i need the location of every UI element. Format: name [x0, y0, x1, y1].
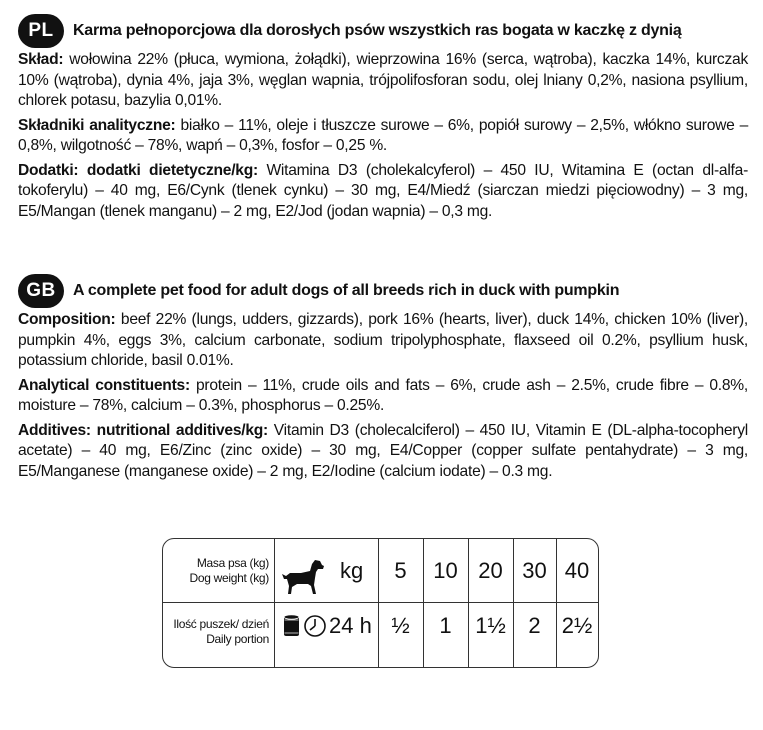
weight-value: 5 [394, 558, 407, 583]
pl-title: Karma pełnoporcjowa dla dorosłych psów wszystkich ras bogata w kaczkę z dynią [73, 22, 682, 39]
unit-24h: 24 h [329, 613, 372, 638]
gb-analytical-label: Analytical constituents: [18, 376, 190, 394]
gb-composition-label: Composition: [18, 311, 116, 328]
portion-value: 1 [439, 613, 452, 638]
weight-label-en: Dog weight (kg) [189, 571, 269, 585]
pl-additives [18, 161, 748, 223]
pl-composition-label: Skład: [18, 51, 64, 68]
pl-heading [18, 12, 748, 50]
portion-value: 1½ [475, 613, 506, 638]
pl-analytical [18, 116, 748, 157]
pl-additives-text: Witamina D3 (cholekalcyferol) – 450 IU, Witamina E (octan dl-alfa-tokoferylu) – 40 mg, E6/Cynk (tlenek cynku) – 30 mg, E4/Miedź (siarczan miedzi pięciowodny) – 3 mg, E5/Mangan (tlenek manganu) – 2 mg, E2/Jod (jodan wapnia) – 0,3 mg. [18, 161, 749, 220]
weight-value: 30 [522, 558, 547, 583]
weight-value: 10 [433, 558, 458, 583]
pl-language-badge: PL [18, 14, 64, 48]
table-row-divider [163, 602, 598, 603]
weight-value: 40 [564, 558, 590, 583]
feeding-table [162, 538, 599, 668]
gb-additives-text: Vitamin D3 (cholecalciferol) – 450 IU, Vitamin E (DL-alpha-tocopheryl acetate) – 40 mg, E6/Zinc (zinc oxide) – 30 mg, E4/Copper (copper sulfate pentahydrate) – 3 mg, E5/Manganese (manganese oxide) – 2 mg, E2/Iodine (calcium iodate) – 0.3 mg. [18, 421, 748, 480]
clock-icon [303, 614, 327, 638]
gb-analytical-text: protein – 11%, crude oils and fats – 6%, crude ash – 2.5%, crude fibre – 0.8%, moisture – 78%, calcium – 0.3%, phosphorus – 0.25%. [18, 376, 748, 414]
pl-composition [18, 50, 748, 112]
portion-label-pl: Ilość puszek/ dzień [173, 617, 269, 631]
weight-value: 20 [478, 558, 503, 583]
gb-additives [18, 421, 748, 483]
portion-row-label [165, 617, 269, 647]
pl-additives-label: Dodatki: dodatki dietetyczne/kg: [18, 161, 258, 179]
gb-language-badge: GB [18, 274, 64, 308]
gb-section [18, 272, 748, 486]
pl-analytical-text: białko – 11%, oleje i tłuszcze surowe – 6%, popiół surowy – 2,5%, włókno surowe – 0,8%, wilgotność – 78%, wapń – 0,3%, fosfor – 0,25 %. [18, 116, 749, 154]
gb-additives-label: Additives: nutritional additives/kg: [18, 421, 268, 439]
pl-analytical-label: Składniki analityczne: [18, 116, 176, 134]
table-label-divider [274, 539, 275, 667]
weight-label-pl: Masa psa (kg) [196, 556, 269, 570]
dog-icon [281, 557, 325, 597]
pl-section [18, 12, 748, 226]
gb-analytical [18, 376, 748, 417]
gb-heading [18, 272, 748, 310]
gb-composition [18, 310, 748, 372]
portion-value: ½ [391, 613, 410, 638]
gb-composition-text: beef 22% (lungs, udders, gizzards), pork 16% (hearts, liver), duck 14%, chicken 10% (liver), pumpkin 4%, eggs 3%, calcium carbonate, sodium tripolyphosphate, flaxseed oil 0.2%, psyllium husk, potassium chloride, basil 0.01%. [18, 311, 748, 369]
portion-label-en: Daily portion [206, 632, 269, 646]
pl-composition-text: wołowina 22% (płuca, wymiona, żołądki), wieprzowina 16% (serca, wątroba), kaczka 14%, kurczak 10% (wątroba), dynia 4%, jaja 3%, węglan wapnia, trójpolifosforan sodu, olej lniany 0,2%, nasiona psyllium, chlorek potasu, bazylia 0,01%. [18, 51, 748, 109]
portion-value: 2½ [561, 613, 593, 638]
can-icon [283, 614, 300, 638]
weight-row-label [165, 556, 269, 586]
portion-value: 2 [528, 613, 541, 638]
unit-kg: kg [340, 558, 364, 583]
gb-title: A complete pet food for adult dogs of all breeds rich in duck with pumpkin [73, 282, 620, 299]
